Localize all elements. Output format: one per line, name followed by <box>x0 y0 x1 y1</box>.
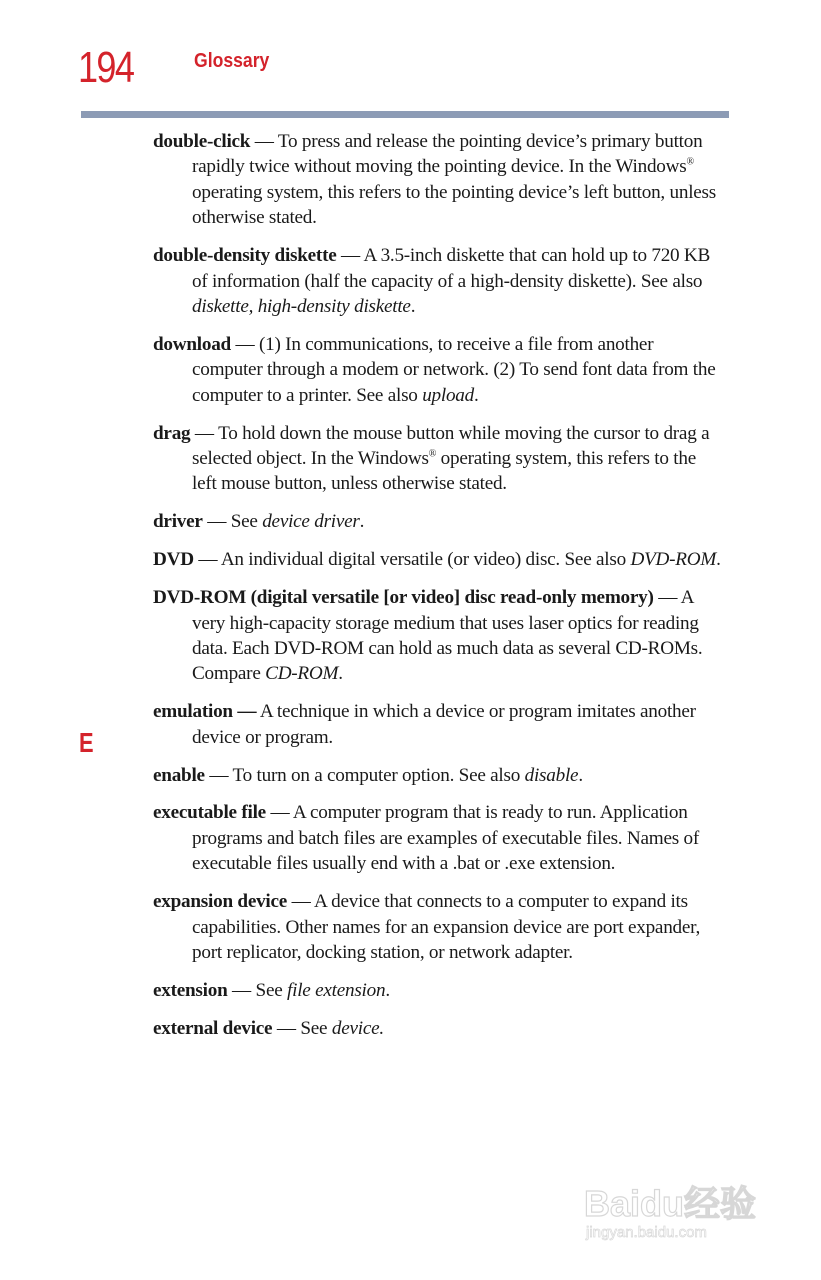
entry-definition: An individual digital versatile (or video) disc. See also <box>220 549 631 571</box>
glossary-entry <box>153 243 725 319</box>
entry-term: expansion device <box>153 891 288 913</box>
entry-definition: See <box>230 511 263 533</box>
entry-end: . <box>474 384 479 406</box>
glossary-entry <box>153 1016 725 1041</box>
registered-mark: ® <box>686 157 694 169</box>
entry-term: double-click <box>153 131 251 152</box>
entry-separator: — <box>190 422 219 444</box>
entry-term: emulation — <box>153 701 257 723</box>
entry-separator: — <box>202 511 231 533</box>
entry-term: external device <box>153 1017 273 1039</box>
entry-cross-reference: device driver <box>262 511 360 533</box>
entry-cross-reference: upload <box>422 384 474 406</box>
entry-term: DVD-ROM (digital versatile [or video] disc read-only memory) <box>153 587 654 609</box>
entry-definition: See <box>255 979 288 1001</box>
entry-separator: — <box>204 764 233 786</box>
watermark-url: jingyan.baidu.com <box>586 1224 707 1241</box>
glossary-entry <box>153 585 725 687</box>
entry-definition: (1) In communications, to receive a file from another computer through a modem or network. (2) To send font data from the computer to a printer. See also <box>192 333 716 406</box>
glossary-entry <box>153 332 725 408</box>
entry-definition: To turn on a computer option. See also <box>232 764 525 786</box>
entry-cross-reference: disable <box>524 764 579 786</box>
baidu-watermark <box>584 1158 774 1254</box>
section-letter-marker: E <box>79 727 94 758</box>
entry-separator: — <box>272 1017 301 1039</box>
entry-end: . <box>385 979 390 1001</box>
entry-term: DVD <box>153 549 194 571</box>
entry-term: download <box>153 333 231 355</box>
entry-definition-cont: operating system, this refers to the left mouse button, unless otherwise stated. <box>192 447 696 495</box>
entry-definition: To press and release the pointing device’s primary button rapidly twice without moving the pointing device. In the Windows <box>192 131 703 178</box>
entry-separator: — <box>265 802 293 824</box>
watermark-logo: Baidu经验 <box>584 1183 757 1224</box>
entry-cross-reference: device. <box>331 1017 384 1039</box>
entry-end: . <box>716 549 721 571</box>
entry-definition-cont: operating system, this refers to the pointing device’s left button, unless otherwise stated. <box>192 181 716 229</box>
page-number: 194 <box>78 43 134 92</box>
entry-term: extension <box>153 979 228 1001</box>
entry-definition: To hold down the mouse button while moving the cursor to drag a selected object. In the Windows <box>192 422 710 469</box>
entry-definition: A 3.5-inch diskette that can hold up to 720 KB of information (half the capacity of a high-density diskette). See also <box>192 245 711 292</box>
entry-definition: A very high-capacity storage medium that uses laser optics for reading data. Each DVD-ROM can hold as much data as several CD-ROMs. Compare <box>192 587 703 685</box>
entry-definition: A technique in which a device or program imitates another device or program. <box>192 701 696 748</box>
entry-definition: See <box>300 1017 332 1039</box>
glossary-entry <box>153 800 725 876</box>
entry-definition: A device that connects to a computer to expand its capabilities. Other names for an expansion device are port expander, port replicator, docking station, or network adapter. <box>192 891 701 963</box>
header-rule <box>81 111 729 118</box>
entry-term: double-density diskette <box>153 245 337 267</box>
entry-end: . <box>359 511 365 533</box>
glossary-entry <box>153 699 725 750</box>
entry-end: . <box>410 295 416 317</box>
glossary-entry <box>153 129 725 231</box>
entry-cross-reference: diskette, high-density diskette <box>192 295 411 317</box>
entry-term: enable <box>153 764 205 786</box>
entry-term: executable file <box>153 802 266 824</box>
glossary-entry <box>153 421 725 497</box>
entry-cross-reference: file extension <box>287 979 386 1001</box>
entry-end: . <box>578 764 583 786</box>
glossary-entry <box>153 509 725 534</box>
entry-end: . <box>338 663 343 685</box>
entry-separator: — <box>230 333 260 355</box>
entry-term: drag <box>153 422 191 444</box>
entry-separator: — <box>193 549 221 571</box>
glossary-entry <box>153 889 725 965</box>
entry-separator: — <box>287 891 315 913</box>
entry-definition: A computer program that is ready to run. Application programs and batch files are examples of executable files. Names of executable files usually end with a .bat or .exe extension. <box>192 802 699 875</box>
registered-mark: ® <box>428 448 437 460</box>
entry-separator: — <box>250 131 278 152</box>
entry-separator: — <box>227 979 256 1001</box>
glossary-entries <box>153 129 725 1054</box>
glossary-entry <box>153 547 725 572</box>
entry-cross-reference: DVD-ROM <box>630 549 717 571</box>
entry-separator: — <box>336 245 364 267</box>
section-title: Glossary <box>194 50 270 72</box>
glossary-entry <box>153 763 725 788</box>
glossary-entry <box>153 978 725 1003</box>
entry-separator: — <box>653 587 681 609</box>
entry-cross-reference: CD-ROM <box>265 663 339 685</box>
entry-term: driver <box>153 511 203 533</box>
